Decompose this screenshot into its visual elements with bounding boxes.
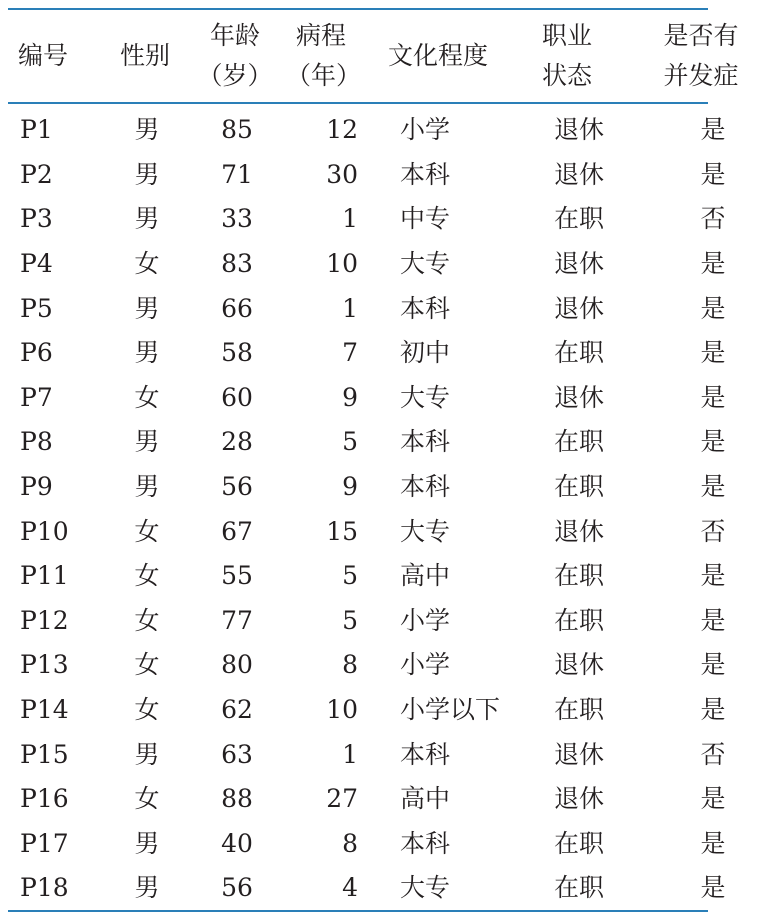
table-row xyxy=(8,732,768,777)
cell-id: P17 xyxy=(20,828,69,858)
cell-sex: 女 xyxy=(134,516,160,546)
cell-education: 大专 xyxy=(400,516,451,546)
header-sex xyxy=(106,10,184,102)
table-row xyxy=(8,866,768,911)
cell-id: P12 xyxy=(20,605,69,635)
cell-course: 1 xyxy=(342,293,358,323)
cell-sex: 男 xyxy=(134,427,160,457)
cell-education: 本科 xyxy=(400,739,451,769)
cell-sex: 男 xyxy=(134,828,160,858)
cell-course: 1 xyxy=(342,204,358,234)
header-course-line-2: （年） xyxy=(286,61,362,90)
cell-education: 小学 xyxy=(400,115,451,145)
cell-course: 8 xyxy=(342,650,358,680)
cell-education: 本科 xyxy=(400,159,451,189)
cell-id: P3 xyxy=(20,204,53,234)
cell-id: P15 xyxy=(20,739,69,769)
table-header xyxy=(8,10,756,102)
table-row xyxy=(8,241,768,286)
header-complication xyxy=(646,10,756,102)
cell-occupation: 退休 xyxy=(554,115,605,145)
header-id-line-1: 编号 xyxy=(18,41,69,70)
cell-complication: 是 xyxy=(700,605,726,635)
cell-complication: 是 xyxy=(700,293,726,323)
cell-sex: 男 xyxy=(134,293,160,323)
cell-sex: 女 xyxy=(134,605,160,635)
cell-id: P18 xyxy=(20,873,69,903)
header-course-line-1: 病程 xyxy=(295,21,346,50)
cell-education: 小学 xyxy=(400,650,451,680)
cell-course: 30 xyxy=(326,159,358,189)
patient-table-container xyxy=(8,8,739,912)
cell-complication: 否 xyxy=(700,739,726,769)
cell-age: 62 xyxy=(221,695,253,725)
cell-education: 大专 xyxy=(400,873,451,903)
cell-complication: 是 xyxy=(700,338,726,368)
cell-occupation: 退休 xyxy=(554,293,605,323)
cell-education: 小学以下 xyxy=(400,695,501,725)
cell-sex: 女 xyxy=(134,650,160,680)
cell-complication: 是 xyxy=(700,695,726,725)
cell-age: 40 xyxy=(221,828,253,858)
table-row xyxy=(8,821,768,866)
cell-age: 33 xyxy=(221,204,253,234)
header-occupation-line-1: 职业 xyxy=(542,21,593,50)
header-complication-line-2: 并发症 xyxy=(663,61,739,90)
cell-course: 10 xyxy=(326,249,358,279)
cell-course: 27 xyxy=(326,784,358,814)
cell-sex: 男 xyxy=(134,204,160,234)
cell-id: P10 xyxy=(20,516,69,546)
cell-occupation: 在职 xyxy=(554,472,605,502)
cell-occupation: 在职 xyxy=(554,695,605,725)
cell-complication: 是 xyxy=(700,561,726,591)
cell-education: 小学 xyxy=(400,605,451,635)
cell-occupation: 退休 xyxy=(554,516,605,546)
table-row xyxy=(8,330,768,375)
cell-complication: 否 xyxy=(700,516,726,546)
cell-sex: 男 xyxy=(134,472,160,502)
cell-complication: 是 xyxy=(700,427,726,457)
table-row xyxy=(8,152,768,197)
cell-age: 85 xyxy=(221,115,253,145)
cell-age: 60 xyxy=(221,382,253,412)
cell-course: 15 xyxy=(326,516,358,546)
cell-sex: 女 xyxy=(134,561,160,591)
cell-course: 7 xyxy=(342,338,358,368)
cell-age: 80 xyxy=(221,650,253,680)
header-age-line-2: （岁） xyxy=(197,61,273,90)
cell-occupation: 在职 xyxy=(554,561,605,591)
cell-complication: 是 xyxy=(700,115,726,145)
cell-occupation: 在职 xyxy=(554,427,605,457)
table-row xyxy=(8,553,768,598)
cell-id: P1 xyxy=(20,115,53,145)
cell-age: 28 xyxy=(221,427,253,457)
cell-complication: 是 xyxy=(700,650,726,680)
table-row xyxy=(8,197,768,242)
cell-education: 本科 xyxy=(400,472,451,502)
table-row xyxy=(8,286,768,331)
header-complication-line-1: 是否有 xyxy=(663,21,739,50)
cell-education: 本科 xyxy=(400,293,451,323)
cell-occupation: 在职 xyxy=(554,873,605,903)
cell-id: P14 xyxy=(20,695,69,725)
cell-education: 大专 xyxy=(400,382,451,412)
cell-course: 12 xyxy=(326,115,358,145)
cell-complication: 否 xyxy=(700,204,726,234)
cell-sex: 女 xyxy=(134,382,160,412)
header-course xyxy=(286,10,362,102)
table-row xyxy=(8,464,768,509)
cell-occupation: 退休 xyxy=(554,784,605,814)
cell-course: 5 xyxy=(342,605,358,635)
cell-education: 本科 xyxy=(400,427,451,457)
cell-id: P16 xyxy=(20,784,69,814)
cell-age: 88 xyxy=(221,784,253,814)
cell-complication: 是 xyxy=(700,784,726,814)
cell-occupation: 在职 xyxy=(554,605,605,635)
cell-course: 5 xyxy=(342,427,358,457)
cell-occupation: 退休 xyxy=(554,382,605,412)
cell-course: 10 xyxy=(326,695,358,725)
table-body xyxy=(8,104,768,911)
cell-sex: 男 xyxy=(134,739,160,769)
cell-age: 58 xyxy=(221,338,253,368)
cell-sex: 男 xyxy=(134,159,160,189)
cell-occupation: 在职 xyxy=(554,338,605,368)
cell-age: 56 xyxy=(221,472,253,502)
header-occupation-line-2: 状态 xyxy=(542,61,593,90)
cell-complication: 是 xyxy=(700,828,726,858)
header-row xyxy=(8,10,756,102)
table-row xyxy=(8,643,768,688)
cell-complication: 是 xyxy=(700,159,726,189)
header-occupation xyxy=(536,10,646,102)
cell-occupation: 退休 xyxy=(554,249,605,279)
cell-course: 9 xyxy=(342,472,358,502)
header-age xyxy=(184,10,286,102)
cell-education: 中专 xyxy=(400,204,451,234)
cell-education: 本科 xyxy=(400,828,451,858)
table-row xyxy=(8,104,768,153)
cell-sex: 女 xyxy=(134,249,160,279)
cell-occupation: 退休 xyxy=(554,739,605,769)
cell-complication: 是 xyxy=(700,249,726,279)
cell-sex: 男 xyxy=(134,338,160,368)
header-age-line-1: 年龄 xyxy=(209,21,260,50)
patient-table-body xyxy=(8,104,768,911)
cell-education: 高中 xyxy=(400,561,451,591)
cell-age: 83 xyxy=(221,249,253,279)
cell-id: P9 xyxy=(20,472,53,502)
cell-sex: 女 xyxy=(134,784,160,814)
table-row xyxy=(8,598,768,643)
cell-age: 56 xyxy=(221,873,253,903)
cell-occupation: 在职 xyxy=(554,828,605,858)
cell-occupation: 退休 xyxy=(554,159,605,189)
cell-id: P7 xyxy=(20,382,53,412)
table-row xyxy=(8,509,768,554)
table-row xyxy=(8,687,768,732)
cell-sex: 男 xyxy=(134,873,160,903)
cell-education: 初中 xyxy=(400,338,451,368)
cell-age: 77 xyxy=(221,605,253,635)
cell-id: P2 xyxy=(20,159,53,189)
cell-complication: 是 xyxy=(700,472,726,502)
cell-education: 高中 xyxy=(400,784,451,814)
table-row xyxy=(8,420,768,465)
cell-sex: 男 xyxy=(134,115,160,145)
header-sex-line-1: 性别 xyxy=(119,41,170,70)
cell-occupation: 退休 xyxy=(554,650,605,680)
cell-course: 9 xyxy=(342,382,358,412)
cell-course: 5 xyxy=(342,561,358,591)
header-education-line-1: 文化程度 xyxy=(388,41,489,70)
cell-age: 55 xyxy=(221,561,253,591)
cell-age: 66 xyxy=(221,293,253,323)
cell-age: 71 xyxy=(221,159,253,189)
cell-complication: 是 xyxy=(700,873,726,903)
cell-sex: 女 xyxy=(134,695,160,725)
cell-course: 8 xyxy=(342,828,358,858)
patient-table xyxy=(8,10,756,102)
cell-id: P5 xyxy=(20,293,53,323)
cell-id: P13 xyxy=(20,650,69,680)
header-id xyxy=(8,10,106,102)
cell-age: 63 xyxy=(221,739,253,769)
table-row xyxy=(8,375,768,420)
cell-occupation: 在职 xyxy=(554,204,605,234)
cell-id: P8 xyxy=(20,427,53,457)
cell-id: P11 xyxy=(20,561,69,591)
bottom-rule xyxy=(8,910,708,912)
cell-age: 67 xyxy=(221,516,253,546)
table-row xyxy=(8,776,768,821)
cell-education: 大专 xyxy=(400,249,451,279)
cell-course: 4 xyxy=(342,873,358,903)
cell-complication: 是 xyxy=(700,382,726,412)
header-education xyxy=(356,10,536,102)
cell-course: 1 xyxy=(342,739,358,769)
cell-id: P4 xyxy=(20,249,53,279)
cell-id: P6 xyxy=(20,338,53,368)
